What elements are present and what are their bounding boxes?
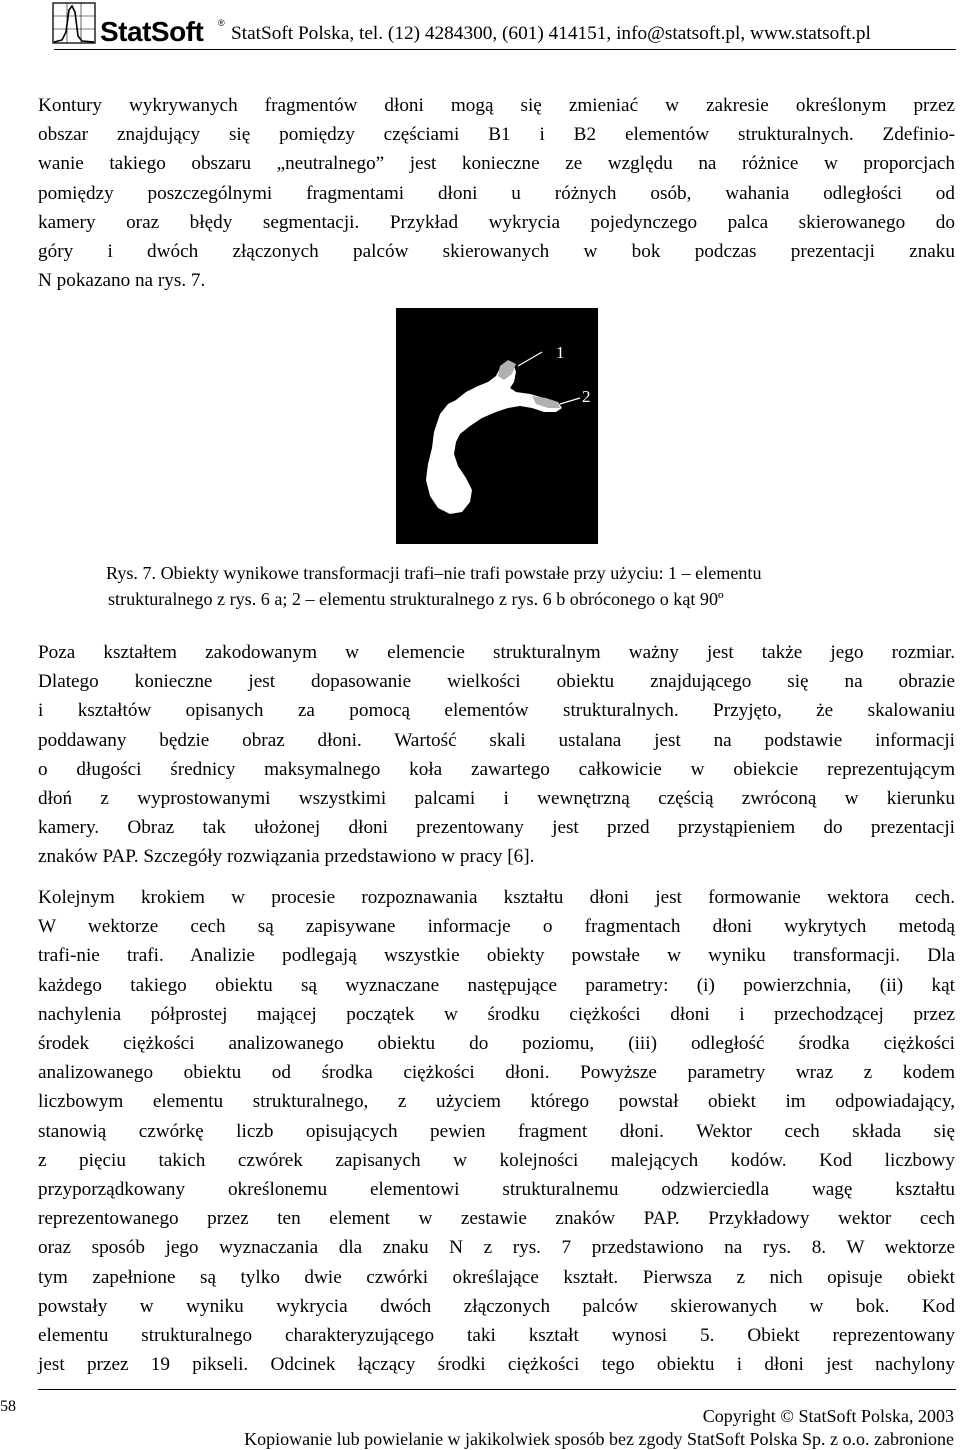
paragraph-2: [38, 638, 955, 872]
text-line: trafi-nie trafi. Analizie podlegają wszystkie obiekty powstałe w wyniku transformacji. Dla: [38, 945, 955, 967]
text-line: obszar znajdujący się pomiędzy częściami B1 i B2 elementów strukturalnych. Zdefinio-: [38, 124, 955, 146]
text-line: kamery oraz błędy segmentacji. Przykład wykrycia pojedynczego palca skierowanego do: [38, 211, 955, 233]
caption-line: Rys. 7. Obiekty wynikowe transformacji trafi–nie trafi powstałe przy użyciu: 1 – elementu: [106, 563, 762, 583]
text-line: oraz sposób jego wyznaczania dla znaku N z rys. 7 przedstawiono na rys. 8. W wektorze: [38, 1237, 955, 1259]
text-line: Kontury wykrywanych fragmentów dłoni mogą się zmieniać w zakresie określonym przez: [38, 95, 955, 116]
page-number: 58: [0, 1398, 16, 1415]
text-line: z pięciu takich czwórek zapisanych w kolejności malejących kodów. Kod liczbowy: [38, 1149, 955, 1171]
text-line: góry i dwóch złączonych palców skierowanych w bok podczas prezentacji znaku: [38, 241, 955, 263]
header-contact: StatSoft Polska, tel. (12) 4284300, (601) 414151, info@statsoft.pl, www.statsoft.pl: [231, 23, 871, 44]
header-divider: [54, 49, 956, 50]
figure-label-2: 2: [582, 387, 591, 406]
text-line: reprezentowanego przez ten element w zestawie znaków PAP. Przykładowy wektor cech: [38, 1208, 955, 1230]
text-line: W wektorze cech są zapisywane informacje o fragmentach dłoni wykrytych metodą: [38, 916, 955, 938]
text-line: o długości średnicy maksymalnego koła zawartego całkowicie w obiekcie reprezentującym: [38, 758, 955, 780]
text-line: każdego takiego obiektu są wyznaczane następujące parametry: (i) powierzchnia, (ii) kąt: [38, 974, 955, 996]
text-line: Dlatego konieczne jest dopasowanie wielkości obiektu znajdującego się na obrazie: [38, 671, 955, 693]
statsoft-logo-icon: [52, 2, 96, 44]
caption-line: strukturalnego z rys. 6 a; 2 – elementu strukturalnego z rys. 6 b obróconego o kąt 90º: [108, 589, 724, 609]
text-line: nachylenia półprostej mającej początek w środku ciężkości dłoni i przechodzącej przez: [38, 1003, 955, 1025]
brand-name: StatSoft: [100, 16, 204, 47]
figure-caption: [106, 560, 916, 612]
text-line: liczbowym elementu strukturalnego, z użyciem którego powstał obiekt im odpowiadający,: [38, 1091, 955, 1113]
text-line: dłoń z wyprostowanymi wszystkimi palcami i wewnętrzną częścią zwróconą w kierunku: [38, 788, 955, 810]
hand-segmentation-image: [396, 308, 598, 544]
text-line: przyporządkowany określonemu elementowi strukturalnemu odzwierciedla wagę kształtu: [38, 1179, 955, 1201]
paragraph-3: [38, 883, 955, 1379]
text-line: znaków PAP. Szczegóły rozwiązania przedstawiono w pracy [6].: [38, 846, 535, 868]
text-line: stanowią czwórkę liczb opisujących pewien fragment dłoni. Wektor cech składa się: [38, 1120, 955, 1142]
registered-mark: ®: [218, 18, 225, 28]
footer-notice: Kopiowanie lub powielanie w jakikolwiek sposób bez zgody StatSoft Polska Sp. z o.o. zabronione: [244, 1429, 954, 1449]
text-line: analizowanego obiektu od środka ciężkości dłoni. Powyższe parametry wraz z kodem: [38, 1062, 955, 1084]
page-header: [0, 0, 960, 60]
figure-label-1: 1: [556, 343, 565, 362]
text-line: Poza kształtem zakodowanym w elemencie strukturalnym ważny jest także jego rozmiar.: [38, 642, 955, 663]
text-line: i kształtów opisanych za pomocą elementów strukturalnych. Przyjęto, że skalowaniu: [38, 700, 955, 722]
text-line: powstały w wyniku wykrycia dwóch złączonych palców skierowanych w bok. Kod: [38, 1295, 955, 1317]
text-line: jest przez 19 pikseli. Odcinek łączący środki ciężkości tego obiektu i dłoni jest nachylony: [38, 1354, 955, 1376]
text-line: środek ciężkości analizowanego obiektu do poziomu, (iii) odległość środka ciężkości: [38, 1033, 955, 1055]
text-line: Kolejnym krokiem w procesie rozpoznawania kształtu dłoni jest formowanie wektora cech.: [38, 887, 955, 908]
text-line: pomiędzy poszczególnymi fragmentami dłoni u różnych osób, wahania odległości od: [38, 182, 955, 204]
footer-copyright: Copyright © StatSoft Polska, 2003: [702, 1406, 954, 1426]
figure-7: [396, 308, 598, 544]
text-line: wanie takiego obszaru „neutralnego” jest konieczne ze względu na różnice w proporcjach: [38, 153, 955, 175]
footer-divider: [38, 1389, 956, 1390]
text-line: elementu strukturalnego charakteryzującego taki kształt wynosi 5. Obiekt reprezentowany: [38, 1325, 955, 1347]
text-line: N pokazano na rys. 7.: [38, 270, 206, 292]
text-line: poddawany będzie obraz dłoni. Wartość skali ustalana jest na podstawie informacji: [38, 729, 955, 751]
text-line: tym zapełnione są tylko dwie czwórki określające kształt. Pierwsza z nich opisuje obiekt: [38, 1266, 955, 1288]
text-line: kamery. Obraz tak ułożonej dłoni prezentowany jest przed przystąpieniem do prezentacji: [38, 817, 955, 839]
paragraph-1: [38, 91, 955, 295]
